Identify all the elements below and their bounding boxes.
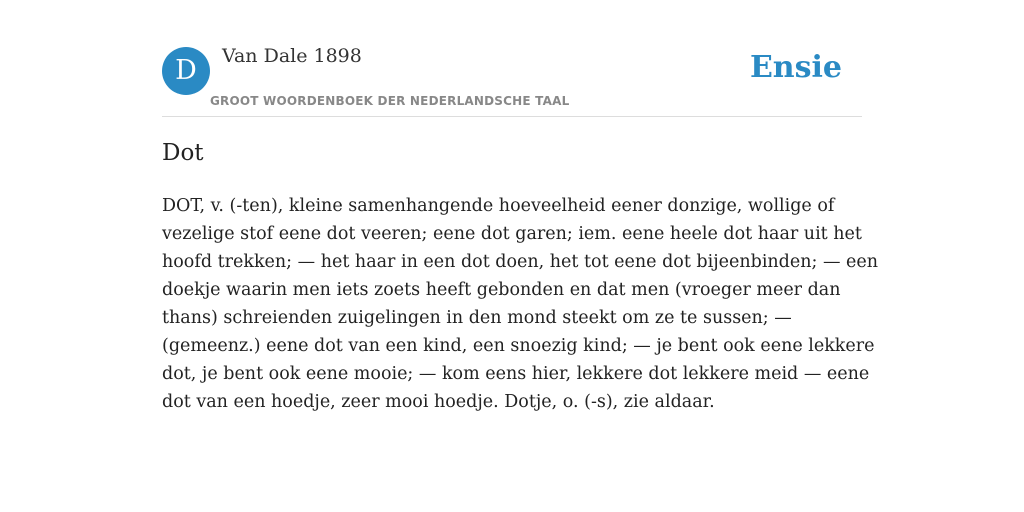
source-subtitle: GROOT WOORDENBOEK DER NEDERLANDSCHE TAAL [210, 94, 570, 108]
definition-line: vezelige stof eene dot veeren; eene dot garen; iem. eene heele dot haar uit het [162, 224, 862, 244]
entry-title: Dot [162, 140, 204, 166]
definition-line: DOT, v. (-ten), kleine samenhangende hoeveelheid eener donzige, wollige of [162, 196, 835, 216]
definition-line: dot van een hoedje, zeer mooi hoedje. Dotje, o. (-s), zie aldaar. [162, 392, 715, 412]
definition-line: hoofd trekken; — het haar in een dot doen, het tot eene dot bijeenbinden; — een [162, 252, 879, 272]
header [162, 0, 862, 117]
page-container [162, 0, 879, 412]
source-title[interactable]: Van Dale 1898 [222, 45, 362, 67]
definition-line: dot, je bent ook eene mooie; — kom eens hier, lekkere dot lekkere meid — eene [162, 364, 870, 384]
source-logo[interactable]: D [162, 47, 210, 95]
definition-line: (gemeenz.) eene dot van een kind, een snoezig kind; — je bent ook eene lekkere [162, 336, 875, 356]
definition-line: thans) schreienden zuigelingen in den mond steekt om ze te sussen; — [162, 308, 792, 328]
definition-line: doekje waarin men iets zoets heeft gebonden en dat men (vroeger meer dan [162, 280, 841, 300]
entry-definition [162, 192, 879, 416]
brand-logo[interactable]: Ensie [749, 50, 842, 85]
